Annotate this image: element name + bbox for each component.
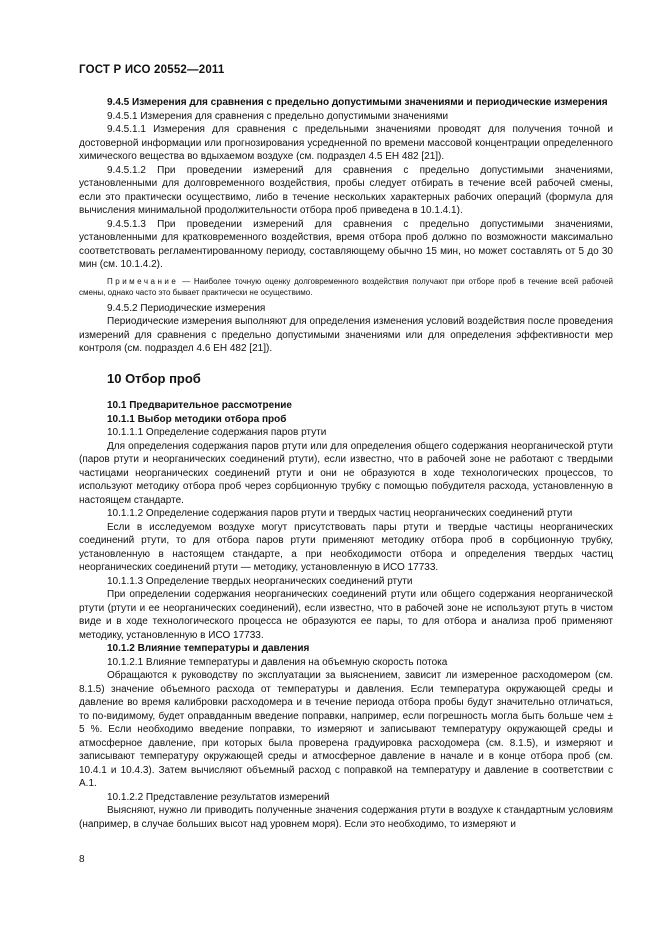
heading-10-1-1: 10.1.1 Выбор методики отбора проб xyxy=(107,413,287,425)
note xyxy=(79,276,613,298)
paragraph-10-1-1-3: При определении содержания неорганических соединений ртути или общего содержания неорганической ртути (ртути и ее неорганических соединений), если известно, что в рабочей зоне не используют ртуть в чистом виде и в ходе технологического процесса не образуются ее пары, то для отбора и анализа проб применяют методику, установленную в ИСО 17733. xyxy=(79,589,613,641)
heading-10-1-1-2: 10.1.1.2 Определение содержания паров ртути и твердых частиц неорганических соединений ртути xyxy=(107,508,573,519)
heading-9-4-5-2: 9.4.5.2 Периодические измерения xyxy=(107,302,266,314)
paragraph-9-4-5-1-3: 9.4.5.1.3 При проведении измерений для сравнения с предельно допустимыми значениями, установленными для кратковременного воздействия, время отбора проб должно по возможности максимально соответствовать регламентированному периоду, составляющему обычно 15 мин, но может составлять от 5 до 30 мин (см. 10.1.4.2). xyxy=(79,218,613,270)
heading-10-1: 10.1 Предварительное рассмотрение xyxy=(107,400,292,411)
paragraph-10-1-2-1: Обращаются к руководству по эксплуатации за выяснением, зависит ли измеренное расходомером (см. 8.1.5) значение объемного расхода от температуры и давления. Если температура окружающей среды и давление во время калибровки расходомера и в течение периода отбора пробы будут значительно отличаться, то по-видимому, будет оправданным введение поправки, например, если погрешность могла быть больше чем ± 5 %. Если необходимо введение поправки, то измеряют и записывают температуру окружающей среды и атмосферное давление, при которых была проверена градуировка расходомера (см. 8.1.5), и измеряют и записывают температуру окружающей среды и атмосферное давление в начале и в конце отбора проб (см. 10.4.1 и 10.4.3). Затем вычисляют объемный расход с поправкой на температуру и давление в соответствии с А.1. xyxy=(79,670,613,789)
page-header: ГОСТ Р ИСО 20552—2011 xyxy=(79,64,225,76)
heading-10-1-1-3: 10.1.1.3 Определение твердых неорганических соединений ртути xyxy=(107,575,413,587)
paragraph-10-1-1-2: Если в исследуемом воздухе могут присутствовать пары ртути и твердые частицы неорганических соединений ртути, то для отбора паров ртути применяют методику отбора проб в сорбционную трубку, установленную в настоящем стандарте, а при необходимости отбора и определения твердых частиц неорганических соединений ртути — методику, установленную в ИСО 17733. xyxy=(79,521,613,573)
heading-10-1-2: 10.1.2 Влияние температуры и давления xyxy=(107,643,310,654)
paragraph-10-1-1-1: Для определения содержания паров ртути или для определения общего содержания неорганической ртути (паров ртути и неорганических соединений ртути), если известно, что в рабочей зоне не работают с твердыми частицами неорганических соединений ртути и они не образуются в ходе технологических процессов, то используют методику отбора проб через сорбционную трубку с помощью побудителя расхода, установленную в настоящем стандарте. xyxy=(79,440,613,506)
paragraph-10-1-2-2: Выясняют, нужно ли приводить полученные значения содержания ртути в воздухе к стандартным условиям (например, в случае больших высот над уровнем моря). Если это необходимо, то измеряют и xyxy=(79,805,613,830)
heading-10-1-1-1: 10.1.1.1 Определение содержания паров ртути xyxy=(107,427,327,438)
section-title-10: 10 Отбор проб xyxy=(107,370,201,386)
paragraph-9-4-5-1-1: 9.4.5.1.1 Измерения для сравнения с предельными значениями проводят для получения точной и достоверной информации или прогнозирования усредненной по времени массовой концентрации определенного химического вещества во вдыхаемом воздухе (см. подраздел 4.5 ЕН 482 [21]). xyxy=(79,124,613,162)
heading-10-1-2-1: 10.1.2.1 Влияние температуры и давления на объемную скорость потока xyxy=(107,656,448,668)
page-body xyxy=(79,96,613,831)
note-label: Примечание xyxy=(107,276,179,286)
heading-9-4-5: 9.4.5 Измерения для сравнения с предельно допустимыми значениями и периодические измерения xyxy=(107,97,608,108)
paragraph-9-4-5-1-2: 9.4.5.1.2 При проведении измерений для сравнения с предельно допустимыми значениями, установленными для долговременного воздействия, пробы следует отбирать в течение всей рабочей смены, если это практически осуществимо, либо в течение нескольких характерных рабочих операций (формула для вычисления минимальной продолжительности отбора проб приведена в 10.1.4.1). xyxy=(79,164,613,216)
note-text: — Наиболее точную оценку долговременного воздействия получают при отборе проб в течение всей рабочей смены, однако часто это бывает практически не осуществимо. xyxy=(79,276,613,297)
heading-10-1-2-2: 10.1.2.2 Представление результатов измерений xyxy=(107,791,330,803)
page-number: 8 xyxy=(79,854,85,865)
paragraph-9-4-5-2: Периодические измерения выполняют для определения изменения условий воздействия после проведения измерений для сравнения с предельно допустимыми значениями или для определения эффективности мер контроля (см. подраздел 4.6 ЕН 482 [21]). xyxy=(79,316,613,354)
heading-9-4-5-1: 9.4.5.1 Измерения для сравнения с предельно допустимыми значениями xyxy=(107,110,449,122)
